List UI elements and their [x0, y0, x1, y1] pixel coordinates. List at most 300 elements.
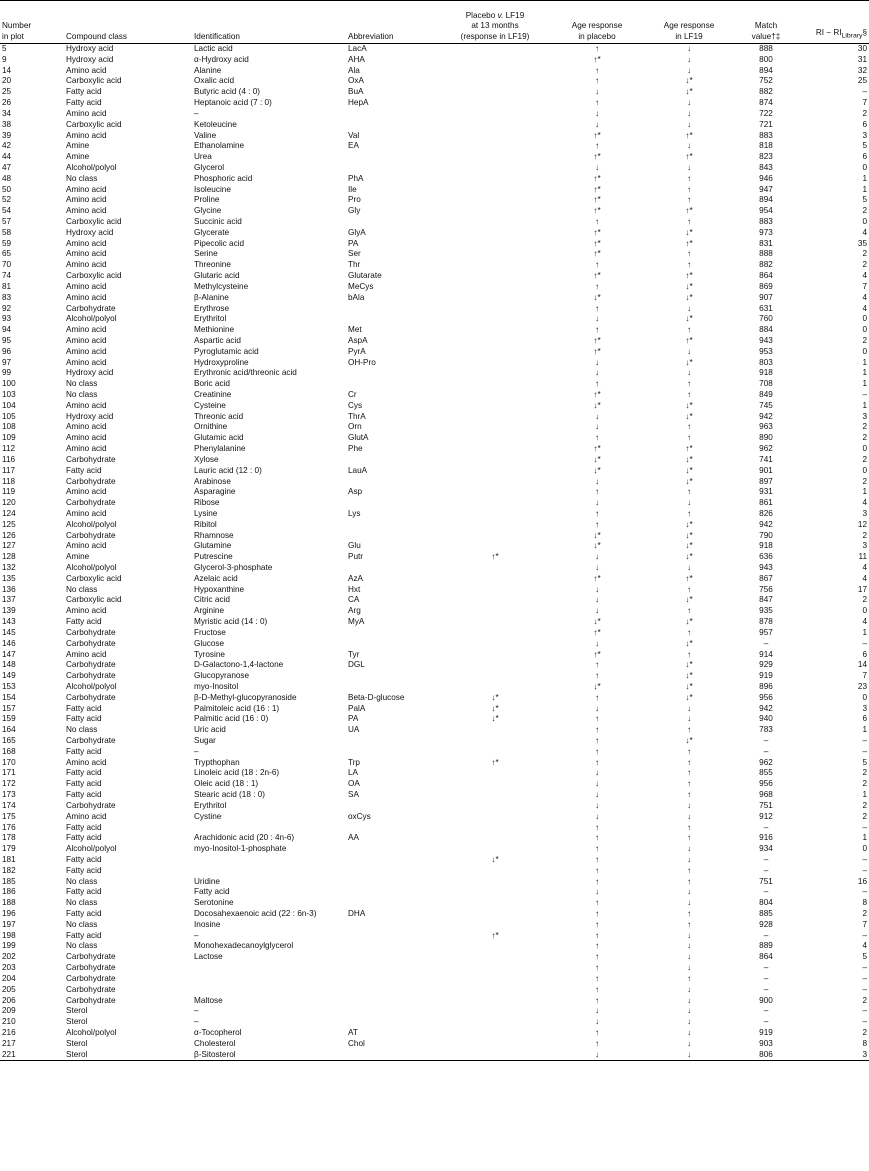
cell-number: 9 — [2, 54, 7, 64]
cell-compound-class: Hydroxy acid — [66, 227, 114, 237]
cell-number: 52 — [2, 195, 12, 205]
table-row — [0, 963, 869, 974]
header-identification — [192, 1, 346, 44]
cell-identification: Tyrosine — [194, 649, 225, 659]
cell-placebo-vs-lf19 — [439, 725, 551, 736]
table-row — [0, 141, 869, 152]
cell-placebo-vs-lf19 — [439, 617, 551, 628]
header-ri-sub: Library — [841, 32, 863, 40]
cell-abbreviation: Chol — [348, 1038, 365, 1048]
cell-identification: Pipecolic acid — [194, 238, 245, 248]
cell-placebo-vs-lf19 — [439, 736, 551, 747]
table-row — [0, 131, 869, 142]
cell-identification: Glycerol — [194, 162, 225, 172]
cell-number: 197 — [2, 919, 16, 929]
cell-compound-class: Fatty acid — [66, 887, 102, 897]
cell-age-placebo: ↑ — [594, 984, 600, 994]
cell-identification: Cholesterol — [194, 1038, 236, 1048]
cell-compound-class: Fatty acid — [66, 703, 102, 713]
cell-compound-class: Amino acid — [66, 541, 107, 551]
cell-identification: Stearic acid (18 : 0) — [194, 790, 265, 800]
cell-abbreviation: Pro — [348, 195, 361, 205]
cell-identification: α-Hydroxy acid — [194, 54, 249, 64]
cell-number: 171 — [2, 768, 16, 778]
cell-compound-class: Carboxylic acid — [66, 595, 122, 605]
cell-match-value: 783 — [759, 725, 773, 735]
cell-compound-class: Fatty acid — [66, 930, 102, 940]
cell-number: 188 — [2, 898, 16, 908]
cell-identification: Alanine — [194, 65, 222, 75]
cell-age-placebo: ↑ — [594, 1038, 600, 1048]
cell-compound-class: Amino acid — [66, 649, 107, 659]
cell-compound-class: Carbohydrate — [66, 627, 116, 637]
cell-placebo-vs-lf19 — [439, 131, 551, 142]
cell-age-lf19: ↓* — [685, 617, 693, 627]
cell-abbreviation: AHA — [348, 54, 365, 64]
cell-number: 112 — [2, 444, 16, 454]
cell-age-lf19: ↑ — [686, 919, 692, 929]
cell-number: 147 — [2, 649, 16, 659]
cell-identification: Linoleic acid (18 : 2n-6) — [194, 768, 280, 778]
cell-age-lf19: ↑ — [686, 173, 692, 183]
cell-ri-diff: 2 — [862, 433, 867, 443]
cell-abbreviation — [346, 801, 439, 812]
cell-number: 126 — [2, 530, 16, 540]
cell-placebo-vs-lf19 — [439, 206, 551, 217]
cell-identification: D-Galactono-1,4-lactone — [194, 660, 284, 670]
cell-ri-diff: 0 — [862, 444, 867, 454]
cell-age-placebo: ↑ — [594, 660, 600, 670]
cell-number: 154 — [2, 692, 16, 702]
cell-age-placebo: ↓* — [593, 454, 601, 464]
cell-age-lf19: ↓* — [685, 227, 693, 237]
table-row — [0, 390, 869, 401]
table-row — [0, 412, 869, 423]
cell-identification — [192, 855, 346, 866]
table-row — [0, 574, 869, 585]
cell-identification: Xylose — [194, 454, 219, 464]
header-age-placebo-text: Age response in placebo — [571, 21, 623, 41]
cell-identification — [192, 963, 346, 974]
cell-number: 104 — [2, 400, 16, 410]
cell-abbreviation — [346, 1050, 439, 1061]
cell-identification: Heptanoic acid (7 : 0) — [194, 98, 272, 108]
cell-age-placebo: ↓ — [594, 811, 600, 821]
table-row — [0, 877, 869, 888]
cell-match-value: 804 — [759, 898, 773, 908]
cell-compound-class: Carbohydrate — [66, 498, 116, 508]
cell-compound-class: Carboxylic acid — [66, 119, 122, 129]
cell-ri-diff: 12 — [857, 519, 867, 529]
cell-compound-class: Amino acid — [66, 357, 107, 367]
cell-ri-diff: 17 — [857, 584, 867, 594]
cell-age-lf19: ↓ — [686, 162, 692, 172]
cell-age-lf19: ↑ — [686, 779, 692, 789]
cell-age-placebo: ↑ — [594, 876, 600, 886]
cell-identification: Creatinine — [194, 390, 232, 399]
cell-identification: Sugar — [194, 736, 216, 745]
cell-abbreviation — [346, 379, 439, 390]
cell-match-value: 943 — [759, 335, 773, 345]
cell-placebo-vs-lf19 — [439, 1050, 551, 1061]
cell-identification: Cysteine — [194, 400, 226, 410]
cell-compound-class: Carbohydrate — [66, 963, 116, 973]
table-row — [0, 801, 869, 812]
header-match-value-text: Match value†‡ — [751, 21, 781, 41]
cell-age-lf19: ↑ — [686, 325, 692, 335]
cell-compound-class: Fatty acid — [66, 833, 102, 843]
cell-number: 216 — [2, 1027, 16, 1037]
cell-compound-class: No class — [66, 584, 98, 594]
cell-ri-diff: 6 — [862, 649, 867, 659]
cell-age-placebo: ↑ — [594, 303, 600, 313]
cell-abbreviation: ThrA — [348, 411, 366, 421]
table-row — [0, 985, 869, 996]
cell-ri-diff: – — [862, 963, 867, 973]
table-row — [0, 887, 869, 898]
cell-ri-diff: – — [862, 984, 867, 994]
cell-identification: – — [194, 108, 199, 118]
cell-abbreviation: LauA — [348, 465, 368, 475]
cell-abbreviation — [346, 985, 439, 996]
table-row — [0, 617, 869, 628]
cell-number: 50 — [2, 184, 12, 194]
cell-compound-class: Hydroxy acid — [66, 44, 114, 53]
cell-number: 153 — [2, 681, 16, 691]
cell-number: 199 — [2, 941, 16, 951]
header-response-text: (response in LF19) — [460, 31, 530, 41]
cell-age-lf19: ↑ — [686, 757, 692, 767]
cell-abbreviation — [346, 996, 439, 1007]
cell-identification: Glycerate — [194, 227, 230, 237]
cell-match-value: 751 — [759, 800, 773, 810]
cell-compound-class: Fatty acid — [66, 465, 102, 475]
cell-ri-diff: 3 — [862, 541, 867, 551]
cell-age-placebo: ↑* — [593, 271, 601, 281]
cell-placebo-vs-lf19 — [439, 628, 551, 639]
cell-compound-class: Amino acid — [66, 325, 107, 335]
cell-match-value: 849 — [759, 390, 773, 399]
cell-match-value: 957 — [759, 627, 773, 637]
cell-placebo-vs-lf19 — [439, 249, 551, 260]
cell-age-lf19: ↓* — [685, 519, 693, 529]
cell-compound-class: Amino acid — [66, 433, 107, 443]
cell-match-value: 934 — [759, 844, 773, 854]
cell-placebo-vs-lf19 — [439, 260, 551, 271]
cell-age-lf19: ↓* — [685, 465, 693, 475]
cell-compound-class: Carbohydrate — [66, 736, 116, 745]
cell-number: 93 — [2, 314, 12, 324]
cell-ri-diff: – — [862, 1017, 867, 1027]
cell-abbreviation: Met — [348, 325, 362, 335]
cell-ri-diff: 3 — [862, 130, 867, 140]
table-row — [0, 974, 869, 985]
cell-number: 206 — [2, 995, 16, 1005]
cell-ri-diff: 2 — [862, 249, 867, 259]
table-row — [0, 1017, 869, 1028]
cell-compound-class: Fatty acid — [66, 87, 102, 97]
header-number — [0, 1, 64, 44]
cell-identification: Inosine — [194, 919, 221, 929]
cell-age-lf19: ↓* — [685, 692, 693, 702]
cell-age-lf19: ↓ — [686, 963, 692, 973]
cell-identification: α-Tocopherol — [194, 1027, 242, 1037]
cell-identification: Threonic acid — [194, 411, 244, 421]
cell-identification: Erythritol — [194, 800, 227, 810]
cell-ri-diff: 0 — [862, 844, 867, 854]
cell-identification: Urea — [194, 152, 212, 162]
cell-abbreviation: Ala — [348, 65, 360, 75]
header-months-text: at 13 months — [471, 21, 519, 31]
cell-age-placebo: ↑ — [594, 973, 600, 983]
cell-age-lf19: ↑* — [685, 238, 693, 248]
cell-age-placebo: ↓ — [594, 563, 600, 572]
cell-placebo-vs-lf19 — [439, 909, 551, 920]
cell-age-lf19: ↑ — [686, 768, 692, 778]
cell-placebo-vs-lf19 — [439, 390, 551, 401]
cell-abbreviation: AzA — [348, 573, 364, 583]
cell-placebo-vs-lf19 — [439, 963, 551, 974]
cell-compound-class: Amine — [66, 552, 90, 562]
cell-abbreviation — [346, 498, 439, 509]
cell-age-lf19: ↑* — [685, 271, 693, 281]
cell-ri-diff: 7 — [862, 919, 867, 929]
cell-ri-diff: 3 — [862, 508, 867, 518]
table-row — [0, 185, 869, 196]
cell-placebo-vs-lf19 — [439, 87, 551, 98]
cell-age-lf19: ↓ — [686, 995, 692, 1005]
cell-match-value: 931 — [759, 487, 773, 497]
cell-age-lf19: ↓ — [686, 811, 692, 821]
cell-placebo-vs-lf19 — [439, 801, 551, 812]
cell-placebo-vs-lf19 — [439, 44, 551, 55]
cell-number: 117 — [2, 465, 16, 475]
cell-ri-diff: 7 — [862, 98, 867, 108]
cell-age-lf19: ↑ — [686, 195, 692, 205]
cell-identification: Glycine — [194, 206, 222, 216]
cell-ri-diff: 4 — [862, 941, 867, 951]
cell-match-value: 867 — [759, 573, 773, 583]
cell-number: 97 — [2, 357, 12, 367]
cell-abbreviation — [346, 639, 439, 650]
cell-compound-class: No class — [66, 390, 98, 399]
cell-age-placebo: ↑ — [594, 76, 600, 86]
cell-match-value: 962 — [759, 757, 773, 767]
cell-ri-diff: 30 — [857, 44, 867, 53]
cell-match-value: 946 — [759, 173, 773, 183]
cell-match-value: – — [763, 736, 769, 745]
cell-ri-diff: 8 — [862, 1038, 867, 1048]
cell-ri-diff: 2 — [862, 909, 867, 918]
cell-number: 168 — [2, 746, 16, 756]
cell-number: 221 — [2, 1049, 16, 1059]
cell-placebo-vs-lf19 — [439, 509, 551, 520]
cell-ri-diff: 4 — [862, 271, 867, 281]
cell-placebo-vs-lf19: ↑* — [491, 552, 499, 562]
cell-placebo-vs-lf19 — [439, 920, 551, 931]
cell-number: 38 — [2, 119, 12, 129]
cell-age-placebo: ↑* — [593, 390, 601, 399]
cell-ri-diff: 2 — [862, 595, 867, 605]
cell-age-placebo: ↑ — [594, 952, 600, 962]
cell-ri-diff: 3 — [862, 703, 867, 713]
cell-age-placebo: ↓ — [594, 498, 600, 508]
cell-placebo-vs-lf19 — [439, 747, 551, 758]
table-row — [0, 823, 869, 834]
cell-age-placebo: ↑ — [594, 898, 600, 908]
cell-identification: Lactic acid — [194, 44, 233, 53]
cell-age-placebo: ↑ — [594, 487, 600, 497]
cell-placebo-vs-lf19 — [439, 185, 551, 196]
cell-abbreviation: Cys — [348, 400, 363, 410]
cell-age-lf19: ↓* — [685, 530, 693, 540]
cell-abbreviation: Putr — [348, 552, 364, 562]
cell-ri-diff: 25 — [857, 76, 867, 86]
cell-age-lf19: ↓* — [685, 357, 693, 367]
table-row — [0, 195, 869, 206]
cell-ri-diff: 35 — [857, 238, 867, 248]
cell-age-placebo: ↑* — [593, 627, 601, 637]
cell-abbreviation: PA — [348, 238, 359, 248]
table-row — [0, 704, 869, 715]
cell-number: 157 — [2, 703, 16, 713]
cell-placebo-vs-lf19: ↓* — [491, 703, 499, 713]
cell-match-value: 888 — [759, 249, 773, 259]
cell-ri-diff: 6 — [862, 714, 867, 724]
cell-identification: Aspartic acid — [194, 335, 241, 345]
header-identification-text: Identification — [194, 31, 240, 41]
cell-identification: Putrescine — [194, 552, 233, 562]
cell-ri-diff: – — [862, 1006, 867, 1016]
cell-age-placebo: ↓ — [594, 800, 600, 810]
cell-match-value: 883 — [759, 217, 773, 226]
table-row — [0, 595, 869, 606]
cell-identification — [192, 974, 346, 985]
cell-number: 139 — [2, 606, 16, 616]
cell-placebo-vs-lf19 — [439, 466, 551, 477]
cell-compound-class: Fatty acid — [66, 768, 102, 778]
cell-number: 210 — [2, 1017, 16, 1027]
cell-identification — [192, 823, 346, 834]
cell-ri-diff: 6 — [862, 119, 867, 129]
cell-match-value: 741 — [759, 454, 773, 464]
cell-age-placebo: ↑* — [593, 238, 601, 248]
cell-placebo-vs-lf19 — [439, 790, 551, 801]
cell-abbreviation: oxCys — [348, 811, 371, 821]
header-placebo-v: v. — [497, 10, 504, 20]
cell-abbreviation — [346, 877, 439, 888]
cell-ri-diff: 4 — [862, 573, 867, 583]
cell-compound-class: No class — [66, 941, 98, 951]
cell-age-lf19: ↑ — [686, 433, 692, 443]
cell-compound-class: Amino acid — [66, 346, 107, 356]
cell-match-value: 914 — [759, 649, 773, 659]
table-row — [0, 477, 869, 488]
table-row — [0, 563, 869, 574]
cell-compound-class: Amine — [66, 141, 90, 151]
cell-number: 132 — [2, 563, 16, 572]
cell-abbreviation — [346, 941, 439, 952]
cell-match-value: – — [763, 854, 769, 864]
cell-number: 127 — [2, 541, 16, 551]
cell-age-placebo: ↓ — [594, 411, 600, 421]
cell-age-placebo: ↑ — [594, 325, 600, 335]
table-row — [0, 379, 869, 390]
cell-age-lf19: ↓* — [685, 638, 693, 648]
cell-age-lf19: ↑ — [686, 249, 692, 259]
cell-number: 74 — [2, 271, 12, 281]
cell-match-value: 751 — [759, 876, 773, 886]
cell-age-placebo: ↑ — [594, 1027, 600, 1037]
table-row — [0, 639, 869, 650]
cell-identification: Lysine — [194, 508, 218, 518]
cell-compound-class: Carboxylic acid — [66, 573, 122, 583]
cell-identification: Phenylalanine — [194, 444, 246, 454]
cell-abbreviation — [346, 823, 439, 834]
cell-abbreviation — [346, 844, 439, 855]
cell-match-value: 903 — [759, 1038, 773, 1048]
cell-identification: Docosahexaenoic acid (22 : 6n-3) — [194, 909, 317, 918]
cell-age-placebo: ↓ — [594, 476, 600, 486]
cell-age-placebo: ↑ — [594, 865, 600, 875]
cell-match-value: 885 — [759, 909, 773, 918]
cell-age-placebo: ↑ — [594, 833, 600, 843]
table-row — [0, 1006, 869, 1017]
cell-number: 94 — [2, 325, 12, 335]
cell-match-value: 940 — [759, 714, 773, 724]
cell-placebo-vs-lf19 — [439, 866, 551, 877]
cell-identification: Palmitoleic acid (16 : 1) — [194, 703, 280, 713]
cell-match-value: 884 — [759, 325, 773, 335]
cell-age-lf19: ↑* — [685, 444, 693, 454]
cell-age-placebo: ↓* — [593, 465, 601, 475]
cell-age-lf19: ↓* — [685, 541, 693, 551]
cell-abbreviation — [346, 455, 439, 466]
table-row — [0, 174, 869, 185]
cell-age-placebo: ↑ — [594, 44, 600, 53]
cell-age-lf19: ↑ — [686, 487, 692, 497]
cell-ri-diff: 2 — [862, 779, 867, 789]
cell-match-value: 745 — [759, 400, 773, 410]
header-age-lf19-text: Age response in LF19 — [663, 21, 715, 41]
cell-age-lf19: ↓* — [685, 76, 693, 86]
cell-ri-diff: 2 — [862, 530, 867, 540]
cell-placebo-vs-lf19 — [439, 1017, 551, 1028]
cell-abbreviation: AT — [348, 1027, 358, 1037]
cell-age-lf19: ↓* — [685, 552, 693, 562]
cell-match-value: 956 — [759, 779, 773, 789]
cell-match-value: 752 — [759, 76, 773, 86]
cell-compound-class: Alcohol/polyol — [66, 519, 117, 529]
cell-identification: β-D-Methyl-glucopyranoside — [194, 692, 297, 702]
cell-compound-class: Fatty acid — [66, 865, 102, 875]
cell-compound-class: Alcohol/polyol — [66, 1027, 117, 1037]
cell-compound-class: Fatty acid — [66, 714, 102, 724]
cell-compound-class: Carboxylic acid — [66, 217, 122, 226]
cell-compound-class: Fatty acid — [66, 854, 102, 864]
cell-abbreviation: MeCys — [348, 281, 374, 291]
header-ri — [797, 1, 869, 44]
cell-match-value: – — [763, 746, 769, 756]
cell-identification: Glutamic acid — [194, 433, 244, 443]
cell-abbreviation: MyA — [348, 617, 365, 627]
cell-abbreviation — [346, 152, 439, 163]
cell-placebo-vs-lf19 — [439, 368, 551, 379]
cell-abbreviation — [346, 682, 439, 693]
cell-compound-class: Carbohydrate — [66, 660, 116, 670]
cell-abbreviation: GlyA — [348, 227, 366, 237]
cell-placebo-vs-lf19 — [439, 325, 551, 336]
